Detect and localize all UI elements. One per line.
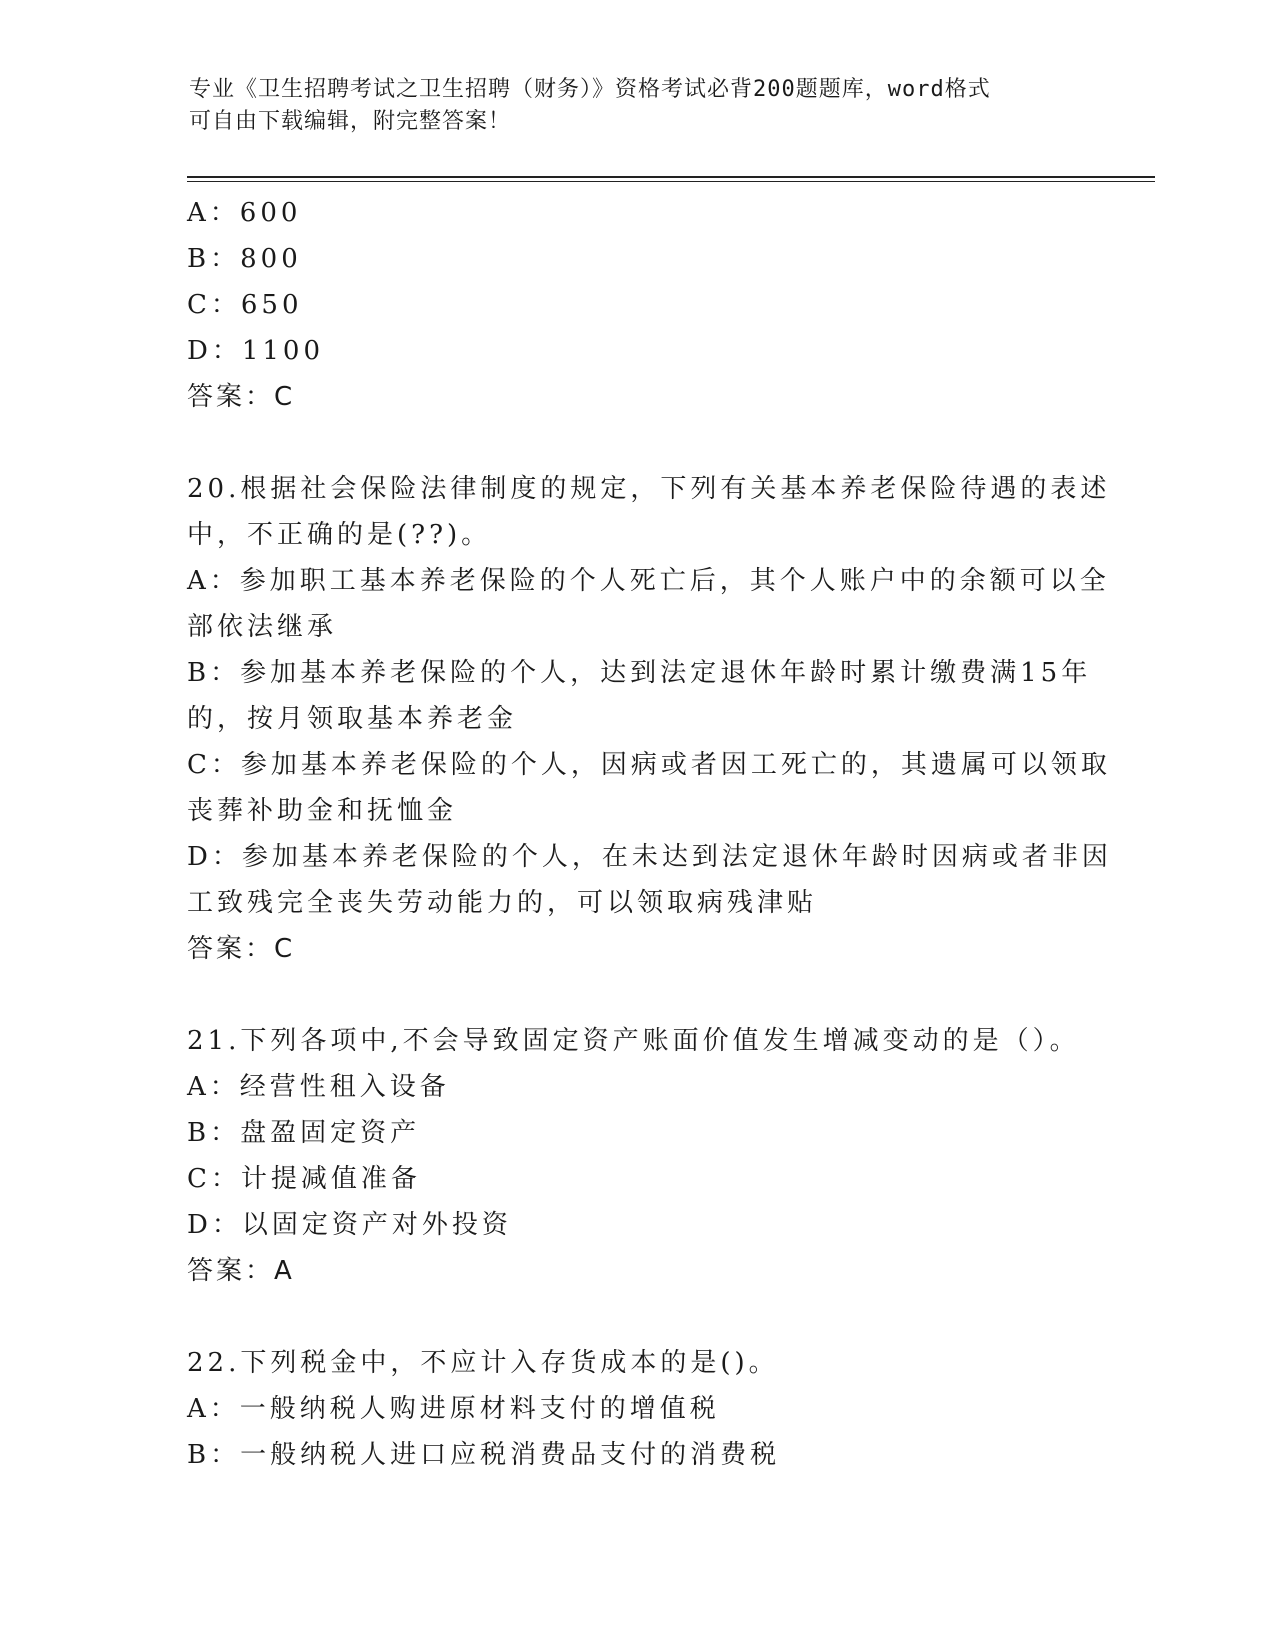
question-stem: 21.下列各项中,不会导致固定资产账面价值发生增减变动的是（）。 — [187, 1026, 1080, 1056]
question-21-block — [187, 1018, 1087, 1294]
option-b: B：参加基本养老保险的个人，达到法定退休年龄时累计缴费满15年 — [187, 658, 1092, 688]
answer-line: 答案：C — [187, 382, 296, 412]
header-divider-top — [187, 176, 1155, 178]
option-d: D：1100 — [187, 336, 325, 366]
spacer — [187, 420, 1087, 466]
option-b: B：一般纳税人进口应税消费品支付的消费税 — [187, 1440, 781, 1470]
question-20-block — [187, 466, 1112, 972]
answer-line: 答案：A — [187, 1256, 295, 1286]
option-b-cont: 的，按月领取基本养老金 — [187, 704, 518, 734]
option-b: B：800 — [187, 244, 302, 274]
header-title-line-2: 可自由下载编辑，附完整答案！ — [189, 109, 512, 134]
option-d-cont: 工致残完全丧失劳动能力的，可以领取病残津贴 — [187, 888, 818, 918]
option-a: A：经营性租入设备 — [187, 1072, 450, 1102]
header-divider-bottom — [187, 181, 1155, 182]
question-stem-cont: 中，不正确的是(??)。 — [187, 520, 492, 550]
option-a: A：一般纳税人购进原材料支付的增值税 — [187, 1394, 720, 1424]
option-c: C：650 — [187, 290, 303, 320]
question-stem: 22.下列税金中，不应计入存货成本的是()。 — [187, 1348, 779, 1378]
option-d: D：参加基本养老保险的个人，在未达到法定退休年龄时因病或者非因 — [187, 842, 1112, 872]
answer-line: 答案：C — [187, 934, 296, 964]
option-c-cont: 丧葬补助金和抚恤金 — [187, 796, 458, 826]
option-a: A：600 — [187, 198, 302, 228]
question-content — [187, 190, 1112, 1478]
option-c: C：参加基本养老保险的个人，因病或者因工死亡的，其遗属可以领取 — [187, 750, 1111, 780]
spacer — [187, 972, 1087, 1018]
option-b: B：盘盈固定资产 — [187, 1118, 421, 1148]
option-a: A：参加职工基本养老保险的个人死亡后，其个人账户中的余额可以全 — [187, 566, 1110, 596]
option-c: C：计提减值准备 — [187, 1164, 421, 1194]
question-22-block — [187, 1340, 1087, 1478]
spacer — [187, 1294, 1087, 1340]
document-header — [189, 74, 1079, 138]
header-title-line-1: 专业《卫生招聘考试之卫生招聘（财务）》资格考试必背200题题库，word格式 — [189, 77, 991, 102]
option-d: D：以固定资产对外投资 — [187, 1210, 512, 1240]
question-stem: 20.根据社会保险法律制度的规定，下列有关基本养老保险待遇的表述 — [187, 474, 1111, 504]
option-a-cont: 部依法继承 — [187, 612, 338, 642]
question-19-block — [187, 190, 1087, 420]
